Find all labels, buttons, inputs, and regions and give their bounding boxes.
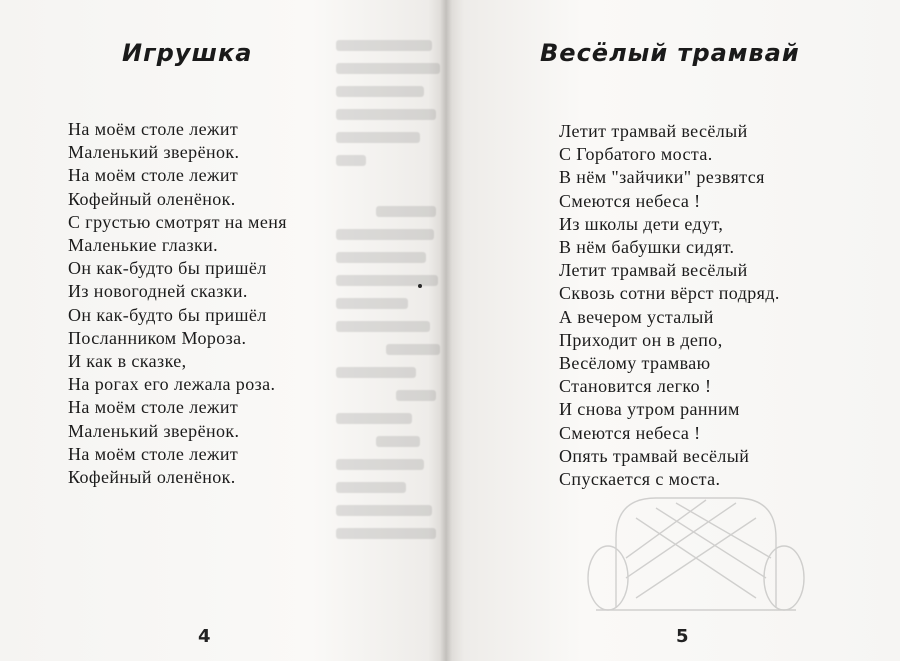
right-poem [559, 120, 780, 491]
ink-speck [418, 284, 422, 288]
poem-line: Становится легко ! [559, 376, 712, 397]
left-page-number: 4 [198, 626, 211, 647]
poem-line: Он как-будто бы пришёл [68, 304, 267, 325]
poem-line: Маленький зверёнок. [68, 420, 240, 441]
show-through-text [336, 40, 446, 620]
poem-line: На моём столе лежит [68, 119, 239, 139]
poem-line: Посланником Мороза. [68, 327, 247, 348]
poem-line: Приходит он в депо, [559, 329, 723, 350]
poem-line: Летит трамвай весёлый [559, 260, 748, 281]
poem-line: Маленькие глазки. [68, 235, 219, 256]
poem-line: На моём столе лежит [68, 443, 239, 464]
left-poem-title: Игрушка [122, 39, 253, 67]
tram-illustration-show-through [586, 478, 806, 618]
poem-line: Смеются небеса ! [559, 190, 701, 211]
poem-line: Он как-будто бы пришёл [68, 258, 267, 279]
right-page-number: 5 [676, 626, 689, 647]
poem-line: Сквозь сотни вёрст подряд. [559, 283, 780, 304]
poem-line: Опять трамвай весёлый [559, 445, 750, 466]
poem-line: Спускается с моста. [559, 469, 721, 490]
poem-line: Из новогодней сказки. [68, 281, 248, 302]
poem-line: С Горбатого моста. [559, 144, 713, 165]
poem-line: На рогах его лежала роза. [68, 374, 276, 395]
book-gutter [440, 0, 452, 661]
poem-line: Кофейный оленёнок. [68, 467, 236, 488]
poem-line: Из школы дети едут, [559, 213, 724, 234]
poem-line: И как в сказке, [68, 351, 187, 372]
left-page [0, 0, 446, 661]
left-poem [68, 118, 287, 489]
poem-line: В нём "зайчики" резвятся [559, 167, 765, 188]
poem-line: В нём бабушки сидят. [559, 237, 735, 258]
poem-line: Кофейный оленёнок. [68, 188, 236, 209]
poem-line: Летит трамвай весёлый [559, 121, 748, 141]
poem-line: На моём столе лежит [68, 165, 239, 186]
poem-line: Весёлому трамваю [559, 353, 711, 374]
poem-line: И снова утром ранним [559, 399, 740, 420]
poem-line: А вечером усталый [559, 306, 714, 327]
right-page [446, 0, 900, 661]
poem-line: С грустью смотрят на меня [68, 211, 287, 232]
right-poem-title: Весёлый трамвай [540, 39, 800, 67]
poem-line: На моём столе лежит [68, 397, 239, 418]
poem-line: Маленький зверёнок. [68, 142, 240, 163]
poem-line: Смеются небеса ! [559, 422, 701, 443]
